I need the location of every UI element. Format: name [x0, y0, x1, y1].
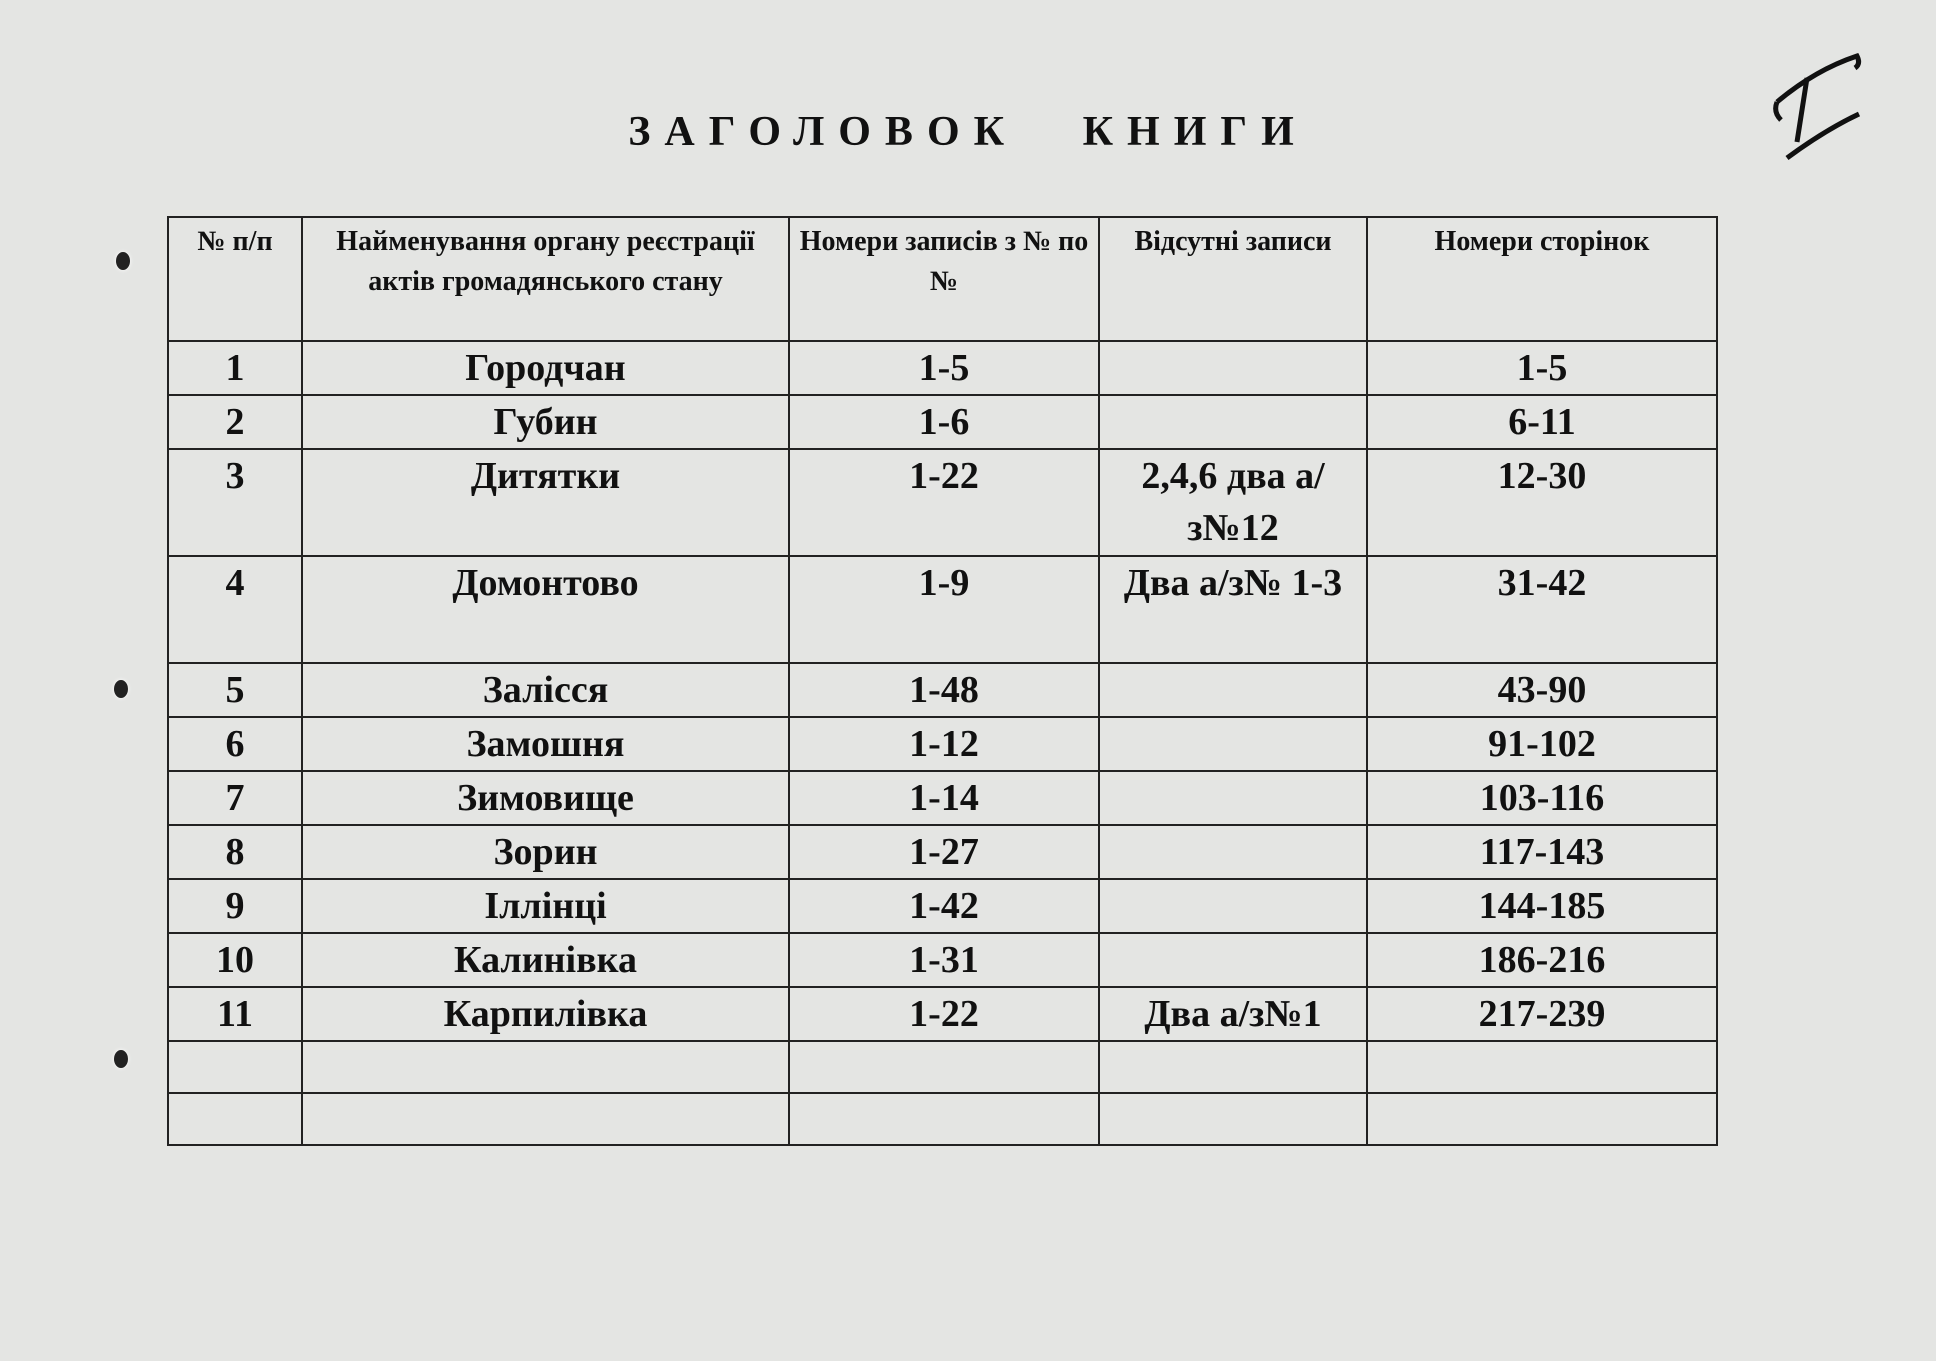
header-record-numbers: Номери записів з № по №: [789, 217, 1099, 341]
cell-page-numbers: 31-42: [1367, 556, 1717, 663]
cell-record-numbers: [789, 1041, 1099, 1093]
page-title: ЗАГОЛОВОК КНИГИ: [628, 109, 1308, 155]
cell-missing-records: [1099, 933, 1367, 987]
cell-registry-office: Іллінці: [302, 879, 789, 933]
cell-page-numbers: 91-102: [1367, 717, 1717, 771]
cell-number: 7: [168, 771, 302, 825]
cell-missing-records: [1099, 341, 1367, 395]
cell-record-numbers: 1-48: [789, 663, 1099, 717]
cell-missing-records: [1099, 825, 1367, 879]
cell-number: 8: [168, 825, 302, 879]
cell-missing-records: 2,4,6 два а/з№12: [1099, 449, 1367, 556]
table-row: [168, 717, 1717, 771]
table-row: [168, 771, 1717, 825]
cell-page-numbers: [1367, 1041, 1717, 1093]
header-registry-office: Найменування органу реєстрації актів громадянського стану: [302, 217, 789, 341]
cell-record-numbers: 1-6: [789, 395, 1099, 449]
cell-missing-records: [1099, 1093, 1367, 1145]
table-row: [168, 556, 1717, 663]
cell-number: [168, 1041, 302, 1093]
binding-hole: [116, 252, 130, 270]
cell-missing-records: [1099, 395, 1367, 449]
cell-page-numbers: 103-116: [1367, 771, 1717, 825]
cell-number: 10: [168, 933, 302, 987]
table-row: [168, 341, 1717, 395]
cell-record-numbers: 1-27: [789, 825, 1099, 879]
cell-record-numbers: 1-9: [789, 556, 1099, 663]
cell-number: 2: [168, 395, 302, 449]
cell-page-numbers: 12-30: [1367, 449, 1717, 556]
cell-missing-records: [1099, 663, 1367, 717]
cell-missing-records: [1099, 771, 1367, 825]
handwritten-roman-numeral-mark: [1765, 50, 1885, 170]
table-row: [168, 663, 1717, 717]
cell-missing-records: Два а/з№ 1-3: [1099, 556, 1367, 663]
cell-number: 4: [168, 556, 302, 663]
cell-page-numbers: 117-143: [1367, 825, 1717, 879]
table-row: [168, 825, 1717, 879]
cell-registry-office: Губин: [302, 395, 789, 449]
header-page-numbers: Номери сторінок: [1367, 217, 1717, 341]
cell-missing-records: Два а/з№1: [1099, 987, 1367, 1041]
cell-missing-records: [1099, 879, 1367, 933]
cell-page-numbers: 43-90: [1367, 663, 1717, 717]
cell-record-numbers: 1-42: [789, 879, 1099, 933]
cell-number: 5: [168, 663, 302, 717]
cell-registry-office: Калинівка: [302, 933, 789, 987]
cell-number: 11: [168, 987, 302, 1041]
cell-page-numbers: 1-5: [1367, 341, 1717, 395]
cell-record-numbers: 1-5: [789, 341, 1099, 395]
table-row: [168, 987, 1717, 1041]
table-row: [168, 933, 1717, 987]
registry-book-table: [167, 216, 1718, 1146]
cell-registry-office: Домонтово: [302, 556, 789, 663]
cell-registry-office: Зорин: [302, 825, 789, 879]
table-body: [168, 341, 1717, 1145]
cell-registry-office: [302, 1041, 789, 1093]
table-row: [168, 879, 1717, 933]
cell-page-numbers: 144-185: [1367, 879, 1717, 933]
cell-number: 3: [168, 449, 302, 556]
cell-page-numbers: [1367, 1093, 1717, 1145]
binding-hole: [114, 1050, 128, 1068]
table-row: [168, 1041, 1717, 1093]
cell-missing-records: [1099, 717, 1367, 771]
cell-record-numbers: 1-22: [789, 987, 1099, 1041]
cell-registry-office: Городчан: [302, 341, 789, 395]
cell-missing-records: [1099, 1041, 1367, 1093]
cell-registry-office: Зимовище: [302, 771, 789, 825]
table-row: [168, 1093, 1717, 1145]
cell-record-numbers: 1-31: [789, 933, 1099, 987]
cell-registry-office: Залісся: [302, 663, 789, 717]
cell-record-numbers: 1-22: [789, 449, 1099, 556]
cell-page-numbers: 217-239: [1367, 987, 1717, 1041]
table-row: [168, 449, 1717, 556]
cell-number: 6: [168, 717, 302, 771]
cell-registry-office: Дитятки: [302, 449, 789, 556]
binding-hole: [114, 680, 128, 698]
table-row: [168, 395, 1717, 449]
cell-number: [168, 1093, 302, 1145]
cell-registry-office: [302, 1093, 789, 1145]
cell-number: 1: [168, 341, 302, 395]
cell-record-numbers: 1-12: [789, 717, 1099, 771]
cell-registry-office: Карпилівка: [302, 987, 789, 1041]
header-missing-records: Відсутні записи: [1099, 217, 1367, 341]
cell-record-numbers: 1-14: [789, 771, 1099, 825]
cell-page-numbers: 186-216: [1367, 933, 1717, 987]
cell-registry-office: Замошня: [302, 717, 789, 771]
table-header-row: [168, 217, 1717, 341]
header-number: № п/п: [168, 217, 302, 341]
cell-record-numbers: [789, 1093, 1099, 1145]
cell-page-numbers: 6-11: [1367, 395, 1717, 449]
cell-number: 9: [168, 879, 302, 933]
